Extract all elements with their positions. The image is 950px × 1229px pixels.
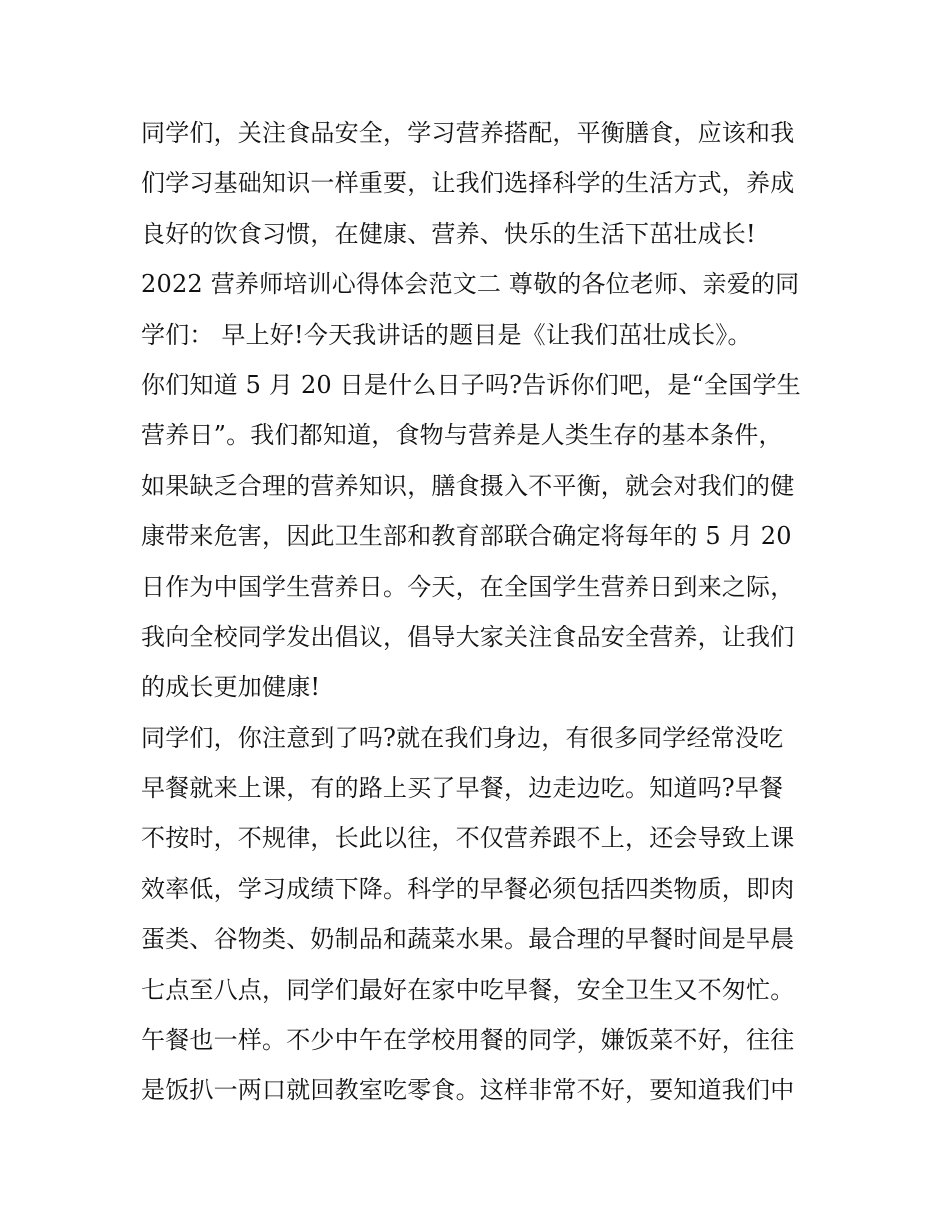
text-line: 们学习基础知识一样重要，让我们选择科学的生活方式，养成 — [141, 169, 795, 198]
text-line: 同学们，你注意到了吗?就在我们身边，有很多同学经常没吃 — [141, 723, 784, 752]
text-line: 同学们，关注食品安全，学习营养搭配，平衡膳食，应该和我 — [141, 119, 795, 147]
text-line: 良好的饮食习惯，在健康、营养、快乐的生活下茁壮成长! — [141, 219, 756, 248]
text-line: 2022 营养师培训心得体会范文二 尊敬的各位老师、亲爱的同 — [141, 270, 800, 299]
text-line: 营养日”。我们都知道，食物与营养是人类生存的基本条件， — [141, 421, 783, 450]
text-line: 我向全校同学发出倡议，倡导大家关注食品安全营养，让我们 — [141, 622, 795, 651]
body-text — [141, 108, 821, 1116]
text-line: 是饭扒一两口就回教室吃零食。这样非常不好，要知道我们中 — [141, 1076, 795, 1105]
text-line: 不按时，不规律，长此以往，不仅营养跟不上，还会导致上课 — [141, 824, 795, 853]
text-line: 康带来危害，因此卫生部和教育部联合确定将每年的 5 月 20 — [141, 522, 792, 551]
text-line: 早餐就来上课，有的路上买了早餐，边走边吃。知道吗?早餐 — [141, 774, 784, 803]
text-line: 蛋类、谷物类、奶制品和蔬菜水果。最合理的早餐时间是早晨 — [141, 925, 795, 954]
text-line: 的成长更加健康! — [141, 673, 321, 702]
text-line: 日作为中国学生营养日。今天，在全国学生营养日到来之际， — [141, 572, 795, 601]
text-line: 午餐也一样。不少中午在学校用餐的同学，嫌饭菜不好，往往 — [141, 1026, 795, 1055]
text-line: 如果缺乏合理的营养知识，膳食摄入不平衡，就会对我们的健 — [141, 471, 795, 500]
text-line: 学们： 早上好!今天我讲话的题目是《让我们茁壮成长》。 — [141, 320, 752, 349]
text-line: 七点至八点，同学们最好在家中吃早餐，安全卫生又不匆忙。 — [141, 975, 795, 1004]
text-line: 效率低，学习成绩下降。科学的早餐必须包括四类物质，即肉 — [141, 874, 795, 903]
text-line: 你们知道 5 月 20 日是什么日子吗?告诉你们吧，是“全国学生 — [141, 370, 801, 399]
